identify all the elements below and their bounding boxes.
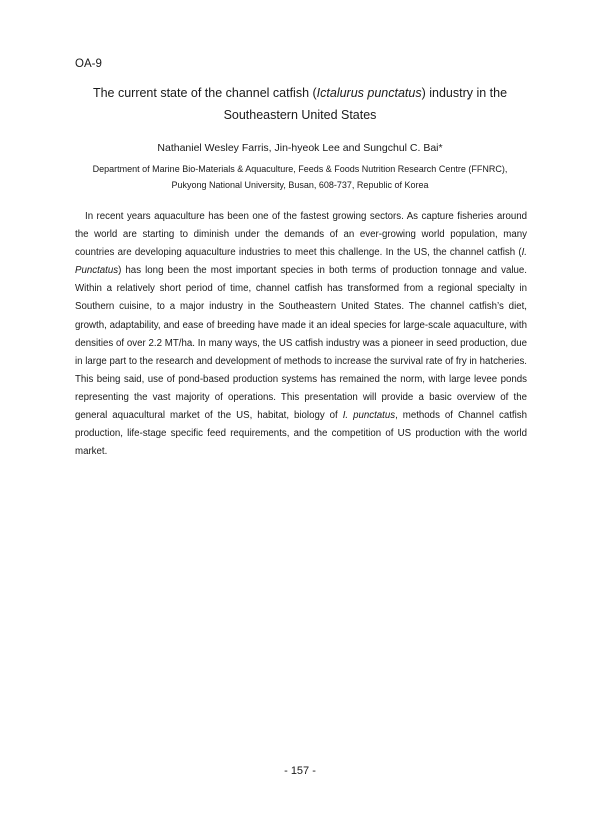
abstract-text-1: In recent years aquaculture has been one of the fastest growing sectors. As capture fisheries around the world are starting to diminish under the demands of an ever-growing world population, many countries are developing aquaculture industries to meet this challenge. In the US, the channel catfish ( <box>75 211 527 259</box>
abstract-species-1: I. Punctatus <box>75 247 527 277</box>
page-number: - 157 - <box>284 765 316 777</box>
abstract-text-2: ) has long been the most important species in both terms of production tonnage and value. Within a relatively short period of time, channel catfish has transformed from a regional specialty in Southern cuisine, to a major industry in the Southeastern United States. The channel catfish’s diet, growth, adaptability, and ease of breeding have made it an ideal species for large-scale aquaculture, with densities of over 2.2 MT/ha. In many ways, the US catfish industry was a pioneer in seed production, due in large part to the research and development of methods to increase the survival rate of fry in hatcheries. This being said, use of pond-based production systems has remained the norm, with large levee ponds representing the vast majority of operations. This presentation will provide a basic overview of the general aquacultural market of the US, habitat, biology of <box>75 265 527 422</box>
title-species: Ictalurus punctatus <box>316 86 422 100</box>
title-text-1: The current state of the channel catfish ( <box>92 86 317 100</box>
abstract-species-2: I. punctatus <box>342 410 396 422</box>
authors: Nathaniel Wesley Farris, Jin-hyeok Lee and Sungchul C. Bai* <box>157 142 443 154</box>
title-line-2: Southeastern United States <box>223 108 377 122</box>
paper-title <box>60 82 540 126</box>
abstract <box>75 208 527 461</box>
affiliation-line-1: Department of Marine Bio-Materials & Aquaculture, Feeds & Foods Nutrition Research Centre (FFNRC), <box>92 164 508 174</box>
abstract-paragraph <box>75 208 527 461</box>
session-code: OA-9 <box>75 58 102 70</box>
abstract-text-3: , methods of Channel catfish production, life-stage specific feed requirements, and the competition of US production with the world market. <box>75 410 527 458</box>
affiliation-line-2: Pukyong National University, Busan, 608-737, Republic of Korea <box>171 180 429 190</box>
affiliation <box>40 161 560 193</box>
title-text-2: ) industry in the <box>421 86 508 100</box>
